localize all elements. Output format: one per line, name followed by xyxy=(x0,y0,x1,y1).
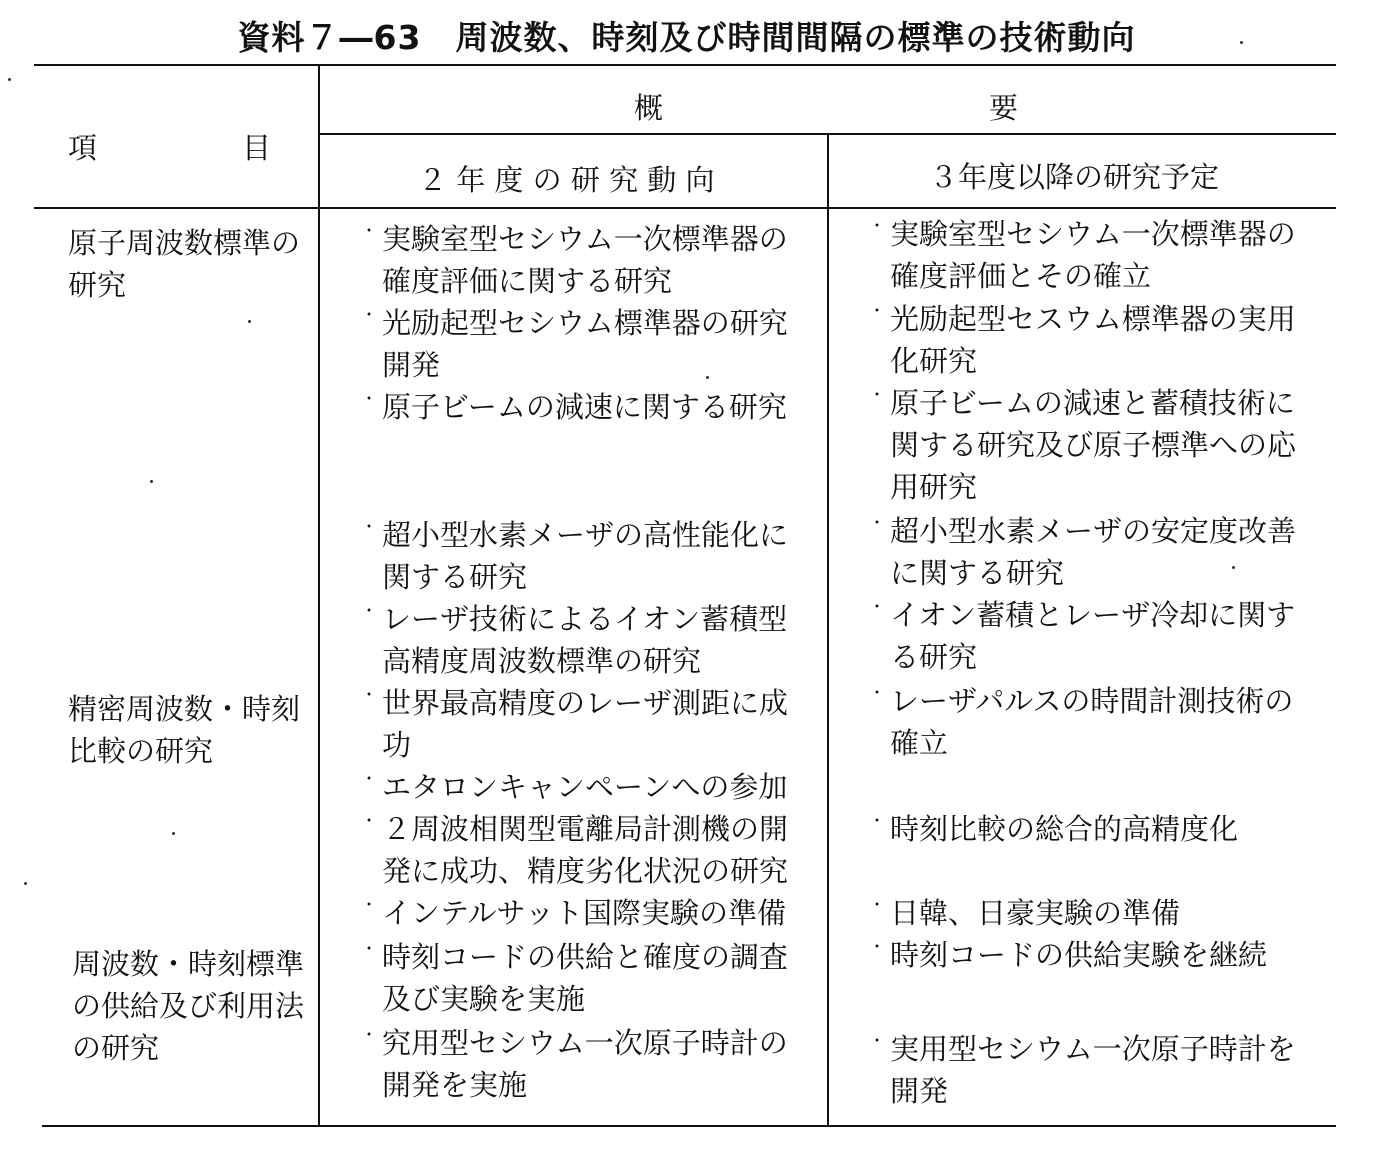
current-bullet xyxy=(356,386,801,428)
current-bullet xyxy=(356,1022,801,1106)
future-bullet-text: 超小型水素メーザの安定度改善に関する研究 xyxy=(890,514,1297,590)
bullet-mark: ・ xyxy=(360,517,377,536)
current-bullet xyxy=(356,302,801,386)
current-bullet-text: 実験室型セシウム一次標準器の確度評価に関する研究 xyxy=(382,222,788,298)
future-bullet xyxy=(864,213,1309,297)
current-bullet xyxy=(356,808,801,892)
scan-speck xyxy=(24,882,27,885)
bullet-mark: ・ xyxy=(360,939,377,958)
bullet-mark: ・ xyxy=(868,385,885,404)
bullet-mark: ・ xyxy=(360,601,377,620)
current-bullet-text: ２周波相関型電離局計測機の開発に成功、精度劣化状況の研究 xyxy=(382,812,789,888)
bullet-mark: ・ xyxy=(360,895,377,914)
current-bullet xyxy=(356,514,801,598)
bullet-mark: ・ xyxy=(868,216,885,235)
current-bullet xyxy=(356,218,801,302)
future-bullet xyxy=(864,510,1309,594)
future-bullet xyxy=(864,892,1309,934)
future-bullet-text: 時刻コードの供給実験を継続 xyxy=(890,938,1268,972)
bullet-mark: ・ xyxy=(360,305,377,324)
current-bullet-text: エタロンキャンペーンへの参加 xyxy=(382,770,788,804)
current-bullet-text: インテルサット国際実験の準備 xyxy=(382,896,786,930)
bullet-mark: ・ xyxy=(360,811,377,830)
item-atomic-frequency-standard: 原子周波数標準の研究 xyxy=(68,226,301,302)
current-bullet-text: 超小型水素メーザの高性能化に関する研究 xyxy=(382,518,789,594)
future-bullet-text: 時刻比較の総合的高精度化 xyxy=(890,812,1239,846)
future-bullet xyxy=(864,808,1309,850)
scan-speck xyxy=(172,832,175,835)
header-item-label: 項 目 xyxy=(68,131,272,165)
future-bullet xyxy=(864,382,1309,508)
bullet-mark: ・ xyxy=(360,685,377,704)
current-bullet-text: 究用型セシウム一次原子時計の開発を実施 xyxy=(382,1026,788,1102)
current-bullet-text: 世界最高精度のレーザ測距に成功 xyxy=(382,686,789,762)
bullet-mark: ・ xyxy=(360,221,377,240)
header-future-plan: ３年度以降の研究予定 xyxy=(929,160,1220,194)
scan-speck xyxy=(248,320,251,323)
scan-speck xyxy=(1240,41,1243,44)
bullet-mark: ・ xyxy=(868,597,885,616)
scan-speck xyxy=(706,376,709,379)
current-bullet xyxy=(356,682,801,766)
current-bullet-text: 光励起型セシウム標準器の研究開発 xyxy=(382,306,788,382)
scan-speck xyxy=(1232,566,1235,569)
bullet-mark: ・ xyxy=(868,513,885,532)
item-precise-time-comparison: 精密周波数・時刻比較の研究 xyxy=(68,692,301,768)
bullet-mark: ・ xyxy=(868,811,885,830)
bullet-mark: ・ xyxy=(868,937,885,956)
future-bullet-text: 光励起型セスウム標準器の実用化研究 xyxy=(890,302,1296,378)
bullet-mark: ・ xyxy=(868,683,885,702)
scan-speck xyxy=(150,480,153,483)
plan-column-divider xyxy=(827,133,829,1125)
current-bullet xyxy=(356,766,816,808)
bullet-mark: ・ xyxy=(360,1025,377,1044)
current-bullet-text: レーザ技術によるイオン蓄積型高精度周波数標準の研究 xyxy=(382,602,788,678)
item-time-standard-dissemination: 周波数・時刻標準の供給及び利用法の研究 xyxy=(72,947,305,1065)
page-title: 資料７―63 周波数、時刻及び時間間隔の標準の技術動向 xyxy=(237,18,1136,57)
current-bullet xyxy=(356,598,801,682)
table-top-rule xyxy=(34,64,1336,66)
future-bullet xyxy=(864,298,1309,382)
bullet-mark: ・ xyxy=(360,389,377,408)
future-bullet xyxy=(864,1028,1309,1112)
bullet-mark: ・ xyxy=(868,301,885,320)
future-bullet xyxy=(864,680,1309,764)
future-bullet xyxy=(864,934,1309,976)
bullet-mark: ・ xyxy=(868,1031,885,1050)
current-bullet-text: 時刻コードの供給と確度の調査及び実験を実施 xyxy=(382,940,789,1016)
bullet-mark: ・ xyxy=(360,769,377,788)
current-bullet xyxy=(356,892,816,934)
header-overview-left: 概 xyxy=(634,91,664,125)
bullet-mark: ・ xyxy=(868,895,885,914)
header-current-research: ２ 年 度 の 研 究 動 向 xyxy=(418,163,715,197)
future-bullet xyxy=(864,594,1309,678)
table-bottom-rule xyxy=(42,1125,1336,1127)
current-bullet xyxy=(356,936,801,1020)
future-bullet-text: 実験室型セシウム一次標準器の確度評価とその確立 xyxy=(890,217,1296,293)
header-bottom-rule xyxy=(34,207,1336,209)
future-bullet-text: 日韓、日豪実験の準備 xyxy=(890,896,1181,930)
future-bullet-text: イオン蓄積とレーザ冷却に関する研究 xyxy=(890,598,1296,674)
future-bullet-text: 実用型セシウム一次原子時計を開発 xyxy=(890,1032,1296,1108)
future-bullet-text: レーザパルスの時間計測技術の確立 xyxy=(890,684,1294,760)
scan-speck xyxy=(8,78,11,81)
current-bullet-text: 原子ビームの減速に関する研究 xyxy=(382,390,787,424)
header-overview-right: 要 xyxy=(989,91,1019,125)
future-bullet-text: 原子ビームの減速と蓄積技術に関する研究及び原子標準への応用研究 xyxy=(890,386,1297,504)
